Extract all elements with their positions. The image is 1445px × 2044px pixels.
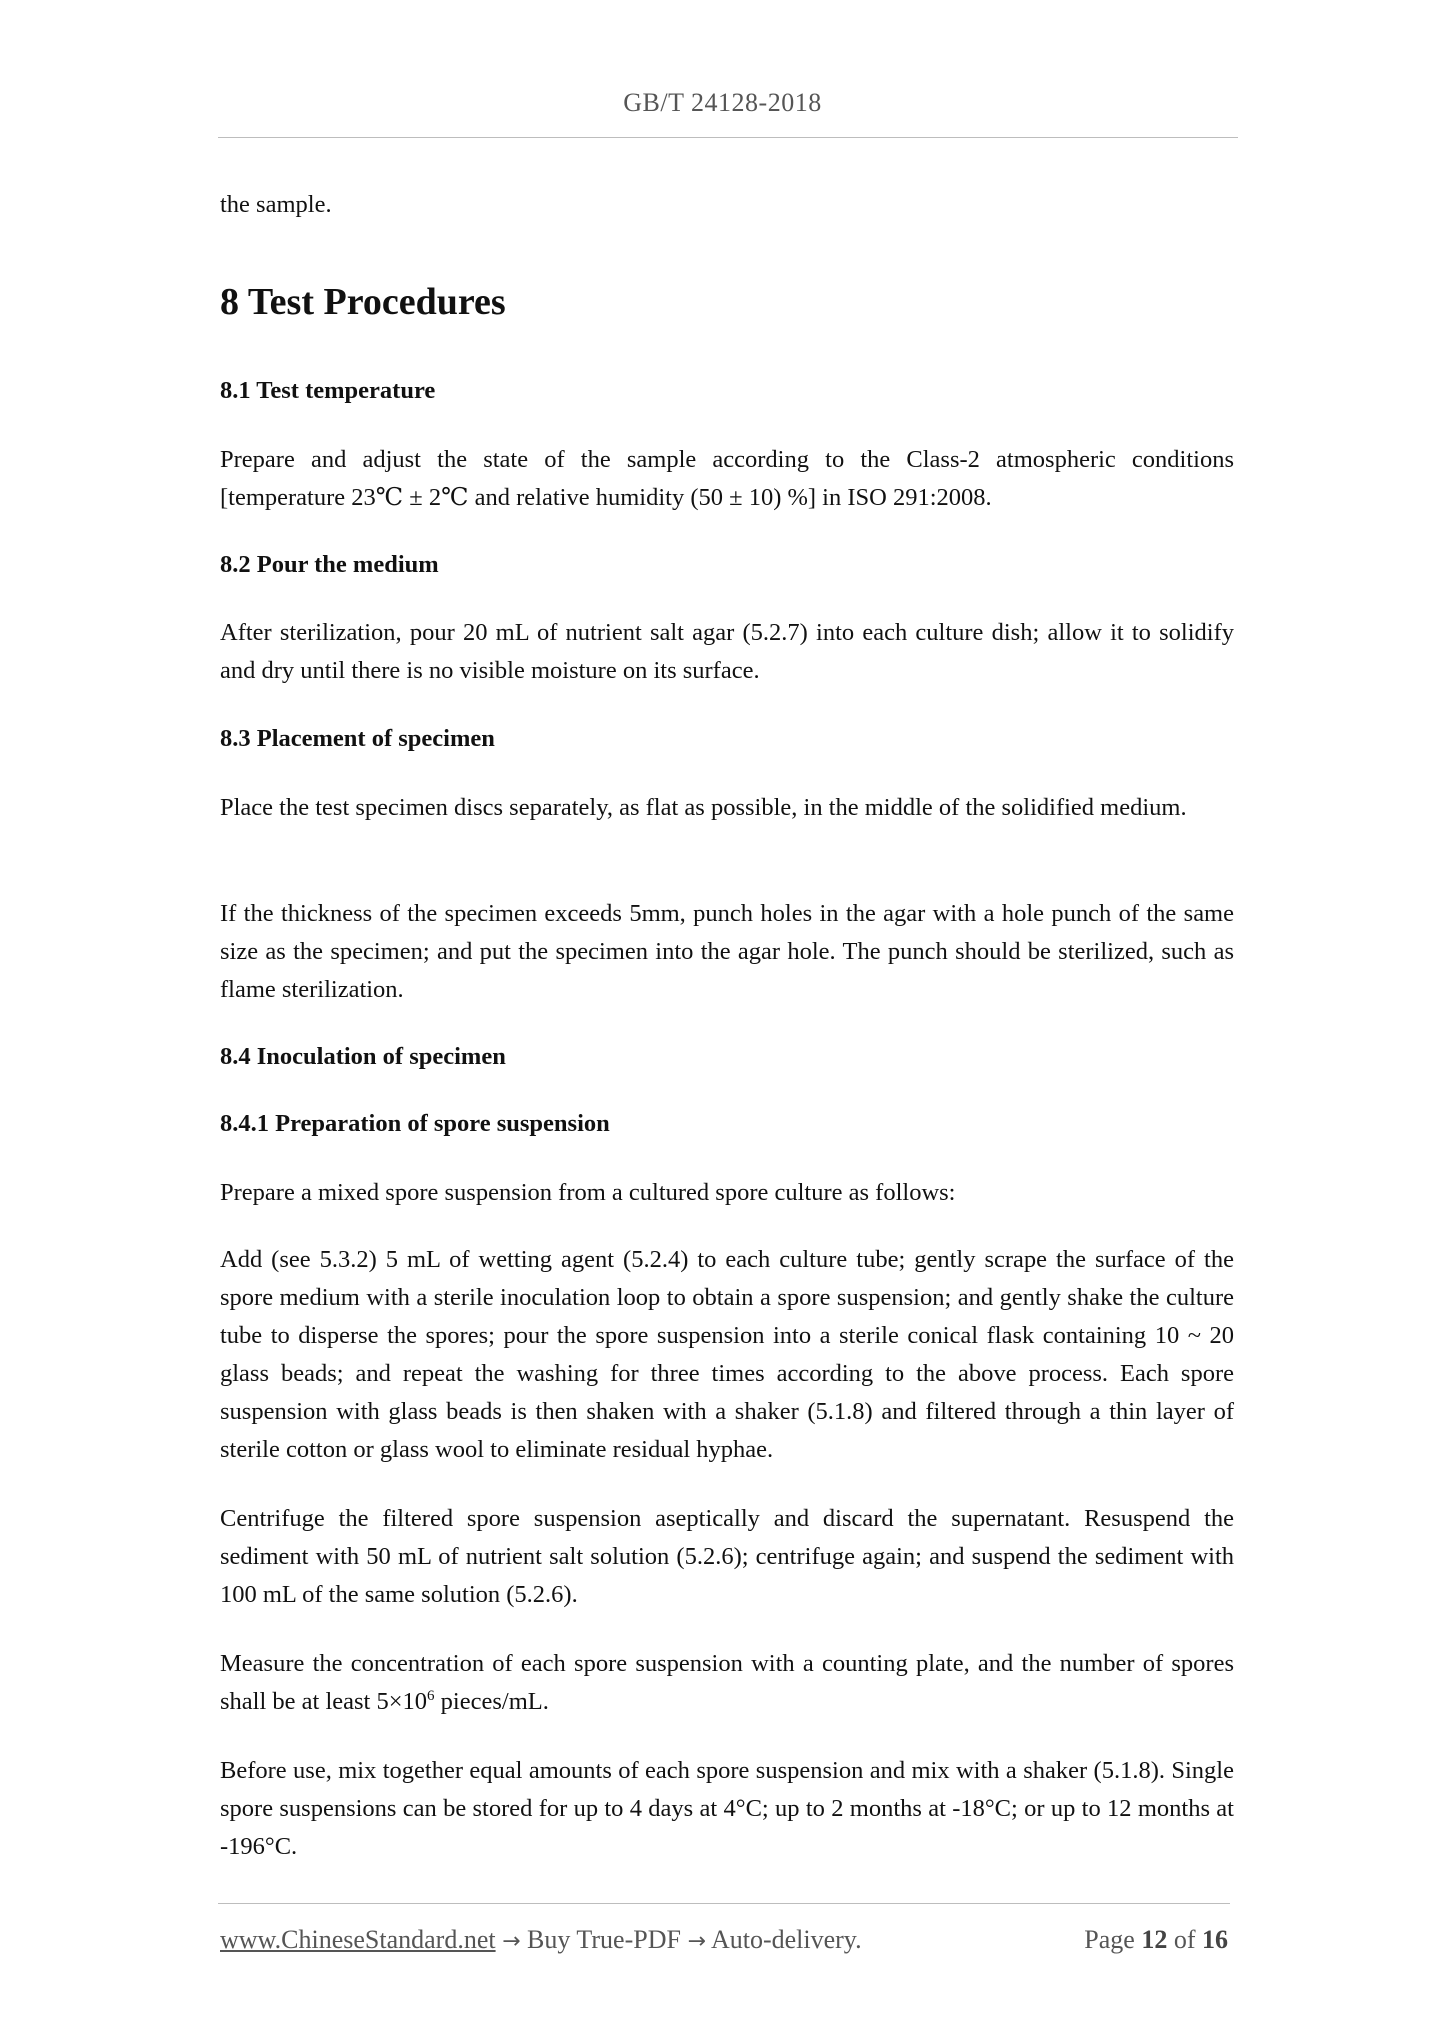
paragraph-8-4-1-b: Add (see 5.3.2) 5 mL of wetting agent (5.2.4) to each culture tube; gently scrape the surface of the spore medium with a sterile inoculation loop to obtain a spore suspension; and gently shake the culture tube to disperse the spores; pour the spore suspension into a sterile conical flask containing 10 ~ 20 glass beads; and repeat the washing for three times according to the above process. Each spore suspension with glass beads is then shaken with a shaker (5.1.8) and filtered through a thin layer of sterile cotton or glass wool to eliminate residual hyphae. — [220, 1246, 1234, 1463]
paragraph-8-1: Prepare and adjust the state of the sample according to the Class-2 atmospheric conditions [temperature 23℃ ± 2℃ and relative humidity (50 ± 10) %] in ISO 291:2008. — [220, 446, 1234, 511]
page-label: Page — [1084, 1925, 1142, 1954]
arrow-right-icon: → — [687, 1929, 706, 1954]
subsection-heading-8-2: 8.2 Pour the medium — [220, 551, 439, 578]
paragraph-8-3-a: Place the test specimen discs separately, as flat as possible, in the middle of the solidified medium. — [220, 794, 1187, 821]
paragraph-8-4-1-e: Before use, mix together equal amounts of each spore suspension and mix with a shaker (5.1.8). Single spore suspensions can be stored for up to 4 days at 4°C; up to 2 months at -18°C; or up to 12 months at -196°C. — [220, 1757, 1234, 1860]
subsection-heading-8-4-1: 8.4.1 Preparation of spore suspension — [220, 1110, 610, 1137]
page-footer — [220, 1925, 1228, 1965]
header-divider — [218, 137, 1238, 138]
delivery-text: Auto-delivery. — [705, 1925, 862, 1954]
paragraph-8-4-1-a: Prepare a mixed spore suspension from a cultured spore culture as follows: — [220, 1179, 956, 1206]
buy-text: Buy True-PDF — [520, 1925, 688, 1954]
subsection-heading-8-1: 8.1 Test temperature — [220, 377, 436, 404]
site-link[interactable]: www.ChineseStandard.net — [220, 1925, 496, 1954]
page-number — [1084, 1925, 1228, 1955]
subsection-heading-8-4: 8.4 Inoculation of specimen — [220, 1043, 506, 1070]
exponent: 6 — [427, 1687, 435, 1704]
spore-count-text: Measure the concentration of each spore suspension with a counting plate, and the number of spores shall be at least 5×10 — [220, 1650, 1234, 1715]
footer-divider — [218, 1903, 1230, 1904]
section-heading-8: 8 Test Procedures — [220, 281, 506, 323]
current-page: 12 — [1141, 1925, 1168, 1954]
paragraph-8-2: After sterilization, pour 20 mL of nutrient salt agar (5.2.7) into each culture dish; allow it to solidify and dry until there is no visible moisture on its surface. — [220, 619, 1234, 684]
paragraph-continuation: the sample. — [220, 191, 332, 218]
paragraph-8-3-b: If the thickness of the specimen exceeds 5mm, punch holes in the agar with a hole punch of the same size as the specimen; and put the specimen into the agar hole. The punch should be sterilized, such as flame sterilization. — [220, 900, 1234, 1003]
spore-count-unit: pieces/mL. — [434, 1688, 549, 1715]
footer-promo — [220, 1925, 862, 1955]
paragraph-8-4-1-c: Centrifuge the filtered spore suspension aseptically and discard the supernatant. Resuspend the sediment with 50 mL of nutrient salt solution (5.2.6); centrifuge again; and suspend the sediment with 100 mL of the same solution (5.2.6). — [220, 1505, 1234, 1608]
of-label: of — [1167, 1925, 1202, 1954]
document-header: GB/T 24128-2018 — [623, 88, 822, 117]
arrow-right-icon: → — [502, 1929, 521, 1954]
paragraph-8-4-1-d — [220, 1645, 1234, 1721]
total-pages: 16 — [1202, 1925, 1228, 1954]
subsection-heading-8-3: 8.3 Placement of specimen — [220, 725, 495, 752]
